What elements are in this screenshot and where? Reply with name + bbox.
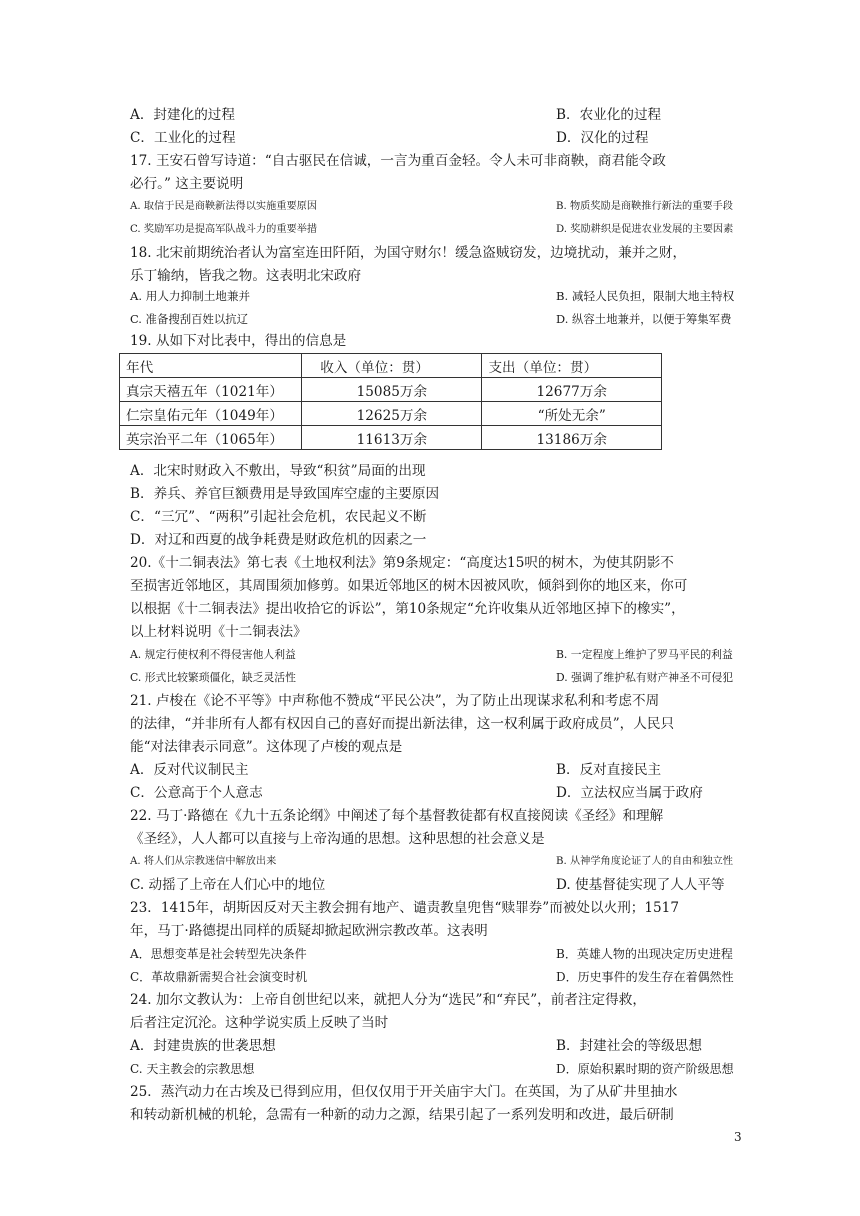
table-cell: 12677万余 — [482, 378, 662, 402]
question-line: C. 形式比较繁琐僵化，缺乏灵活性 D. 强调了维护私有财产神圣不可侵犯 — [130, 671, 734, 684]
page-number: 3 — [734, 1130, 742, 1144]
question-line: 25．蒸汽动力在古埃及已得到应用，但仅仅用于开关庙宇大门。在英国，为了从矿井里抽水 — [130, 1084, 678, 1100]
question-line: C. 动摇了上帝在人们心中的地位 D. 使基督徒实现了人人平等 — [130, 877, 725, 893]
table-header-cell: 支出（单位：贯） — [482, 354, 662, 378]
question-line: C．“三冗”、“两积”引起社会危机，农民起义不断 — [130, 509, 427, 525]
question-line: 17. 王安石曾写诗道：“自古驱民在信诚，一言为重百金轻。令人未可非商鞅，商君能令政 — [130, 153, 666, 169]
question-line: 能“对法律表示同意”。这体现了卢梭的观点是 — [130, 739, 403, 755]
question-line: C．革故鼎新需契合社会演变时机 D．历史事件的发生存在着偶然性 — [130, 970, 734, 984]
table-header-cell: 收入（单位：贯） — [302, 354, 482, 378]
question-line: A. 取信于民是商鞅新法得以实施重要原因 B. 物质奖励是商鞅推行新法的重要手段 — [130, 201, 733, 212]
question-line: D．对辽和西夏的战争耗费是财政危机的因素之一 — [130, 532, 427, 548]
question-line: 以根据《十二铜表法》提出收拾它的诉讼”，第10条规定“允许收集从近邻地区掉下的橡实”， — [130, 601, 685, 617]
table-cell: 12625万余 — [302, 402, 482, 426]
question-line: A．思想变革是社会转型先决条件 B．英雄人物的出现决定历史进程 — [130, 947, 733, 961]
table-cell: 15085万余 — [302, 378, 482, 402]
table-cell: 英宗治平二年（1065年） — [120, 426, 302, 450]
table-cell: 13186万余 — [482, 426, 662, 450]
question-line: 以上材料说明《十二铜表法》 — [130, 624, 307, 640]
question-line: A．封建贵族的世袭思想 B．封建社会的等级思想 — [130, 1038, 702, 1054]
table-cell: 11613万余 — [302, 426, 482, 450]
question-line: 《圣经》，人人都可以直接与上帝沟通的思想。这种思想的社会意义是 — [130, 831, 545, 847]
table-cell: 真宗天禧五年（1021年） — [120, 378, 302, 402]
table-row — [120, 426, 662, 450]
question-line: 乐丁输纳，皆我之物。这表明北宋政府 — [130, 268, 362, 284]
table-cell: “所处无余” — [482, 402, 662, 426]
question-line: 18. 北宋前期统治者认为富室连田阡陌，为国守财尔！缓急盗贼窃发，边境扰动，兼并之财， — [130, 245, 687, 261]
question-line: 后者注定沉沦。这种学说实质上反映了当时 — [130, 1015, 389, 1031]
question-line: 23．1415年，胡斯因反对天主教会拥有地产、谴责教皇兜售“赎罪券”而被处以火刑；1517 — [130, 900, 679, 916]
question-line: 的法律，“并非所有人都有权因自己的喜好而提出新法律，这一权利属于政府成员”，人民只 — [130, 716, 675, 732]
question-line: C. 天主教会的宗教思想 D．原始积累时期的资产阶级思想 — [130, 1062, 734, 1076]
table-header-cell: 年代 — [120, 354, 302, 378]
table-cell: 仁宗皇佑元年（1049年） — [120, 402, 302, 426]
question-line: A. 用人力抑制土地兼并 B. 减轻人民负担，限制大地主特权 — [130, 289, 735, 303]
question-line: B．养兵、养官巨额费用是导致国库空虚的主要原因 — [130, 486, 440, 502]
question-line: A．反对代议制民主 B．反对直接民主 — [130, 762, 662, 778]
question-line: 必行。” 这主要说明 — [130, 176, 244, 192]
question-line: 20.《十二铜表法》第七表《土地权利法》第9条规定：“高度达15呎的树木，为使其阴影不 — [130, 555, 674, 571]
question-line: 和转动新机械的机轮，急需有一种新的动力之源，结果引起了一系列发明和改进，最后研制 — [130, 1107, 674, 1123]
question-line: 22. 马丁·路德在《九十五条论纲》中阐述了每个基督教徒都有权直接阅读《圣经》和理解 — [130, 808, 664, 824]
table-header-row — [120, 354, 662, 378]
question-line: A. 将人们从宗教迷信中解放出来 B. 从神学角度论证了人的自由和独立性 — [130, 856, 733, 867]
question-line: C. 准备搜刮百姓以抗辽 D. 纵容土地兼并，以便于筹集军费 — [130, 312, 732, 326]
question-line: C．公意高于个人意志 D．立法权应当属于政府 — [130, 785, 703, 801]
question-line: 年，马丁·路德提出同样的质疑却掀起欧洲宗教改革。这表明 — [130, 923, 488, 939]
question-line: 19. 从如下对比表中，得出的信息是 — [130, 333, 347, 349]
table-row — [120, 378, 662, 402]
question-line: C．工业化的过程 D．汉化的过程 — [130, 130, 649, 146]
question-line: C. 奖励军功是提高军队战斗力的重要举措 D. 奖励耕织是促进农业发展的主要因素 — [130, 224, 734, 235]
revenue-comparison-table — [119, 353, 662, 450]
question-line: A. 规定行使权利不得侵害他人利益 B. 一定程度上维护了罗马平民的利益 — [130, 648, 733, 661]
question-line: 至损害近邻地区，其周围须加修剪。如果近邻地区的树木因被风吹，倾斜到你的地区来，你可 — [130, 578, 688, 594]
question-line: A．封建化的过程 B．农业化的过程 — [130, 107, 662, 123]
question-line: 21. 卢梭在《论不平等》中声称他不赞成“平民公决”，为了防止出现谋求私利和考虑不周 — [130, 693, 660, 709]
question-line: A．北宋时财政入不敷出，导致“积贫”局面的出现 — [130, 463, 426, 479]
question-line: 24. 加尔文教认为：上帝自创世纪以来，就把人分为“选民”和“弃民”，前者注定得救， — [130, 992, 646, 1008]
table-row — [120, 402, 662, 426]
